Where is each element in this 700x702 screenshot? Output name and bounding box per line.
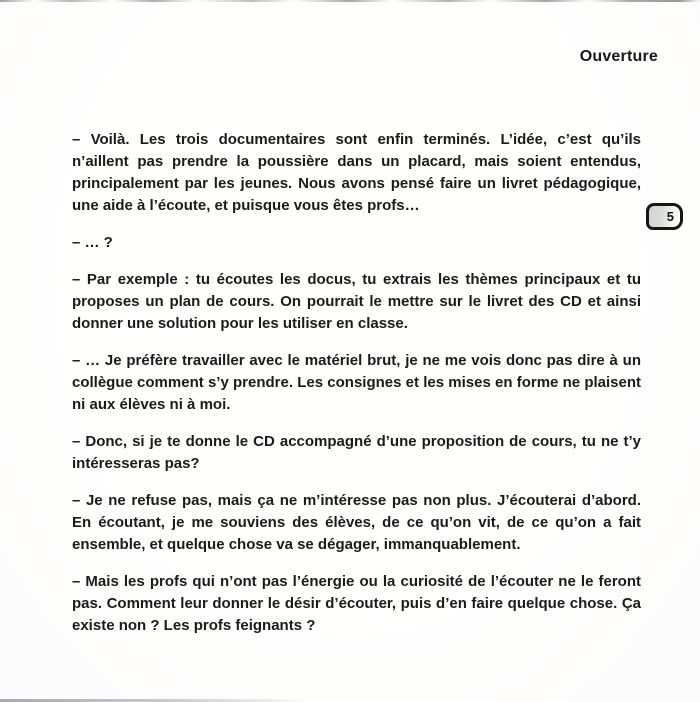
page-number-tab [646, 203, 683, 230]
section-title: Ouverture [579, 48, 658, 65]
dialogue-text [72, 129, 641, 652]
paragraph: – Donc, si je te donne le CD accompagné d’une proposition de cours, tu ne t’y intéresseras pas? [72, 433, 641, 472]
scan-artifact-top [0, 0, 700, 2]
paragraph: – Par exemple : tu écoutes les docus, tu extrais les thèmes principaux et tu proposes un plan de cours. On pourrait le mettre sur le livret des CD et ainsi donner une solution pour les utiliser en classe. [72, 271, 641, 332]
paragraph: – … ? [72, 234, 113, 251]
paragraph: – Voilà. Les trois documentaires sont enfin terminés. L’idée, c’est qu’ils n’aillent pas prendre la poussière dans un placard, mais soient entendus, principalement par les jeunes. Nous avons pensé faire un livret pédagogique, une aide à l’écoute, et puisque vous êtes profs… [72, 131, 641, 214]
paragraph: – … Je préfère travailler avec le matériel brut, je ne me vois donc pas dire à un collègue comment s’y prendre. Les consignes et les mises en forme ne plaisent ni aux élèves ni à moi. [72, 352, 641, 413]
page-number: 5 [666, 209, 674, 224]
paragraph: – Je ne refuse pas, mais ça ne m’intéresse pas non plus. J’écouterai d’abord. En écoutant, je me souviens des élèves, de ce qu’on vit, de ce qu’on a fait ensemble, et quelque chose va se dégager, immanquablement. [72, 492, 641, 553]
paragraph: – Mais les profs qui n’ont pas l’énergie ou la curiosité de l’écouter ne le feront pas. Comment leur donner le désir d’écouter, puis d’en faire quelque chose. Ça existe non ? Les profs feignants ? [72, 573, 641, 634]
